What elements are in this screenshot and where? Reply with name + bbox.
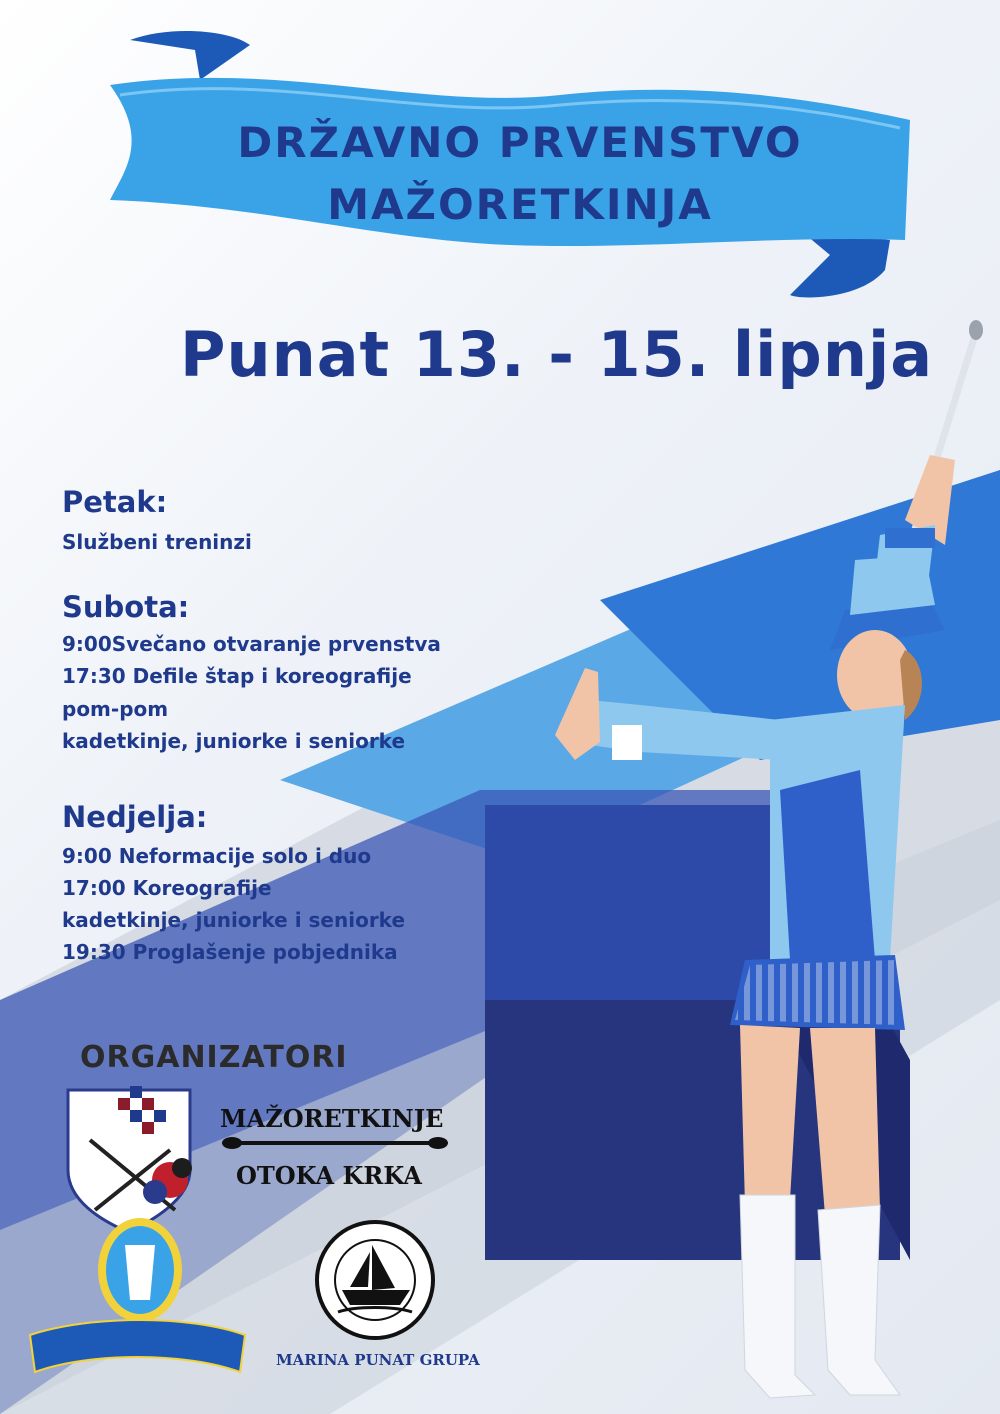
nedjelja-item: kadetkinje, juniorke i seniorke bbox=[62, 908, 406, 932]
nedjelja-item: 19:30 Proglašenje pobjednika bbox=[62, 940, 398, 964]
subota-item: kadetkinje, juniorke i seniorke bbox=[62, 729, 406, 753]
subota-item: 17:30 Defile štap i koreografije bbox=[62, 664, 412, 688]
subota-item: pom-pom bbox=[62, 697, 169, 721]
day-nedjelja: Nedjelja: bbox=[62, 800, 208, 834]
nedjelja-item: 9:00 Neformacije solo i duo bbox=[62, 844, 372, 868]
day-subota: Subota: bbox=[62, 590, 190, 624]
event-dates: Punat 13. - 15. lipnja bbox=[180, 318, 934, 391]
organizers-heading: ORGANIZATORI bbox=[80, 1040, 348, 1075]
ribbon-back-left bbox=[130, 31, 250, 80]
nedjelja-item: 17:00 Koreografije bbox=[62, 876, 272, 900]
title-line-1: DRŽAVNO PRVENSTVO bbox=[237, 118, 803, 167]
marina-caption: MARINA PUNAT GRUPA bbox=[276, 1351, 480, 1369]
day-petak: Petak: bbox=[62, 485, 168, 519]
petak-item: Službeni treninzi bbox=[62, 530, 252, 554]
mazoretkinje-logo-line1: MAŽORETKINJE bbox=[220, 1104, 444, 1133]
dark-block bbox=[485, 805, 770, 1000]
title-line-2: MAŽORETKINJA bbox=[327, 180, 713, 229]
ribbon-back-right bbox=[790, 230, 890, 297]
subota-item: 9:00Svečano otvaranje prvenstva bbox=[62, 632, 441, 656]
marina-seal bbox=[317, 1222, 433, 1338]
mazoretkinje-logo-line2: OTOKA KRKA bbox=[236, 1161, 422, 1190]
